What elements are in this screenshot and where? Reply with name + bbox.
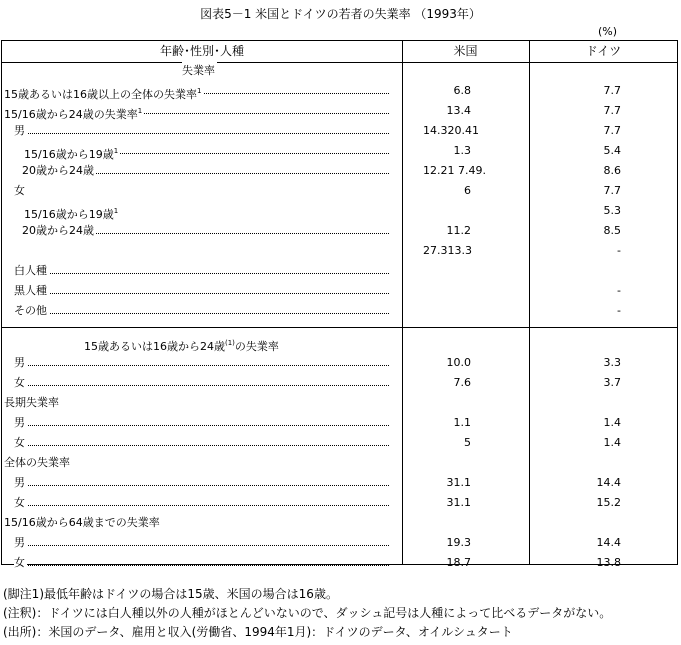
germany-value: 8.5 xyxy=(603,224,621,237)
row-label-text: 15/16歳から24歳の失業率 xyxy=(4,108,138,121)
dot-leader xyxy=(18,545,389,546)
row-label-text: 15/16歳から19歳 xyxy=(24,148,114,161)
table-row xyxy=(2,181,677,201)
germany-value: 14.4 xyxy=(596,476,621,489)
germany-value: 5.3 xyxy=(603,204,621,217)
us-value: 12.21 7.49. xyxy=(423,164,486,177)
unemployment-table xyxy=(1,40,678,569)
row-label xyxy=(14,553,27,573)
us-value: 10.0 xyxy=(446,356,471,369)
row-label-text: 男 xyxy=(14,124,25,137)
row-label xyxy=(4,453,72,473)
table-row xyxy=(2,201,677,221)
germany-value: 1.4 xyxy=(603,436,621,449)
table-row xyxy=(2,413,677,433)
row-label-text: 女 xyxy=(14,496,25,509)
row-label-suffix: の失業率 xyxy=(234,340,279,353)
germany-value: 5.4 xyxy=(603,144,621,157)
dot-leader xyxy=(18,425,389,426)
table-title: 図表5－1 米国とドイツの若者の失業率 （1993年） xyxy=(200,7,481,21)
row-label-text: 20歳から24歳 xyxy=(22,164,94,177)
table-row xyxy=(2,373,677,393)
table-row xyxy=(2,241,677,261)
table-row xyxy=(2,453,677,473)
row-label xyxy=(4,393,61,413)
germany-value: 7.7 xyxy=(603,124,621,137)
dot-leader xyxy=(18,293,389,294)
note-remark: (注釈)：ドイツには白人種以外の人種がほとんどいないので、ダッシュ記号は人種によって比べるデータがない。 xyxy=(3,606,612,620)
footnote-mark: 1 xyxy=(197,87,202,95)
row-label-text: 黒人種 xyxy=(14,284,47,297)
header-category: 年齢･性別･人種 xyxy=(159,44,244,58)
us-value: 27.313.3 xyxy=(423,244,472,257)
row-label-text: 15歳あるいは16歳から24歳 xyxy=(84,340,225,353)
row-label xyxy=(14,433,27,453)
footnote-mark: (1) xyxy=(225,339,235,347)
germany-value: 1.4 xyxy=(603,416,621,429)
us-value: 6.8 xyxy=(453,84,471,97)
germany-value: 14.4 xyxy=(596,536,621,549)
row-label xyxy=(14,353,27,373)
dot-leader xyxy=(18,273,389,274)
row-label-text: 20歳から24歳 xyxy=(22,224,94,237)
row-label xyxy=(14,121,27,141)
unit-label: (%) xyxy=(598,25,618,38)
us-value: 31.1 xyxy=(446,476,471,489)
dot-leader xyxy=(18,313,389,314)
footnote-mark: 1 xyxy=(113,147,119,155)
row-label-text: 15/16歳から64歳までの失業率 xyxy=(4,516,160,529)
us-value: 13.4 xyxy=(446,104,471,117)
us-value: 5 xyxy=(464,436,471,449)
table-row xyxy=(2,433,677,453)
row-label-text: その他 xyxy=(14,304,47,317)
table-row xyxy=(2,301,677,321)
note-footnote: (脚注1)最低年齢はドイツの場合は15歳、米国の場合は16歳。 xyxy=(3,587,338,601)
dot-leader xyxy=(18,445,389,446)
us-value: 11.2 xyxy=(446,224,471,237)
us-value: 7.6 xyxy=(453,376,471,389)
row-label xyxy=(24,141,120,161)
us-value: 19.3 xyxy=(446,536,471,549)
dot-leader xyxy=(18,365,389,366)
table-row xyxy=(2,353,677,373)
table-row xyxy=(2,333,677,353)
germany-value: 3.3 xyxy=(603,356,621,369)
header-germany: ドイツ xyxy=(585,44,622,58)
us-value: 6 xyxy=(464,184,471,197)
table-row xyxy=(2,533,677,553)
germany-value: - xyxy=(617,304,621,317)
germany-value: 7.7 xyxy=(603,104,621,117)
germany-value: 8.6 xyxy=(603,164,621,177)
row-label-text: 男 xyxy=(14,416,25,429)
row-label-text: 全体の失業率 xyxy=(4,456,70,469)
notes xyxy=(3,585,611,642)
row-label xyxy=(22,221,96,241)
table-row xyxy=(2,81,677,101)
row-label-text: 男 xyxy=(14,476,25,489)
row-label xyxy=(14,493,27,513)
germany-value: 7.7 xyxy=(603,84,621,97)
dot-leader xyxy=(18,385,389,386)
footnote-mark: 1 xyxy=(113,207,119,215)
table-row xyxy=(2,393,677,413)
germany-value: - xyxy=(617,284,621,297)
row-label xyxy=(24,201,120,221)
us-value: 14.320.41 xyxy=(423,124,479,137)
table-row xyxy=(2,101,677,121)
section-divider xyxy=(2,327,677,328)
row-label-text: 白人種 xyxy=(14,264,47,277)
row-label-text: 男 xyxy=(14,356,25,369)
row-label-text: 女 xyxy=(14,556,25,569)
row-label-text: 女 xyxy=(14,184,25,197)
header-us: 米国 xyxy=(453,44,478,58)
row-label-text: 男 xyxy=(14,536,25,549)
table-row xyxy=(2,513,677,533)
dot-leader xyxy=(18,133,389,134)
table-row xyxy=(2,261,677,281)
row-label xyxy=(22,161,96,181)
row-label-text: 女 xyxy=(14,376,25,389)
table-row xyxy=(2,121,677,141)
row-label xyxy=(14,261,49,281)
us-value: 1.3 xyxy=(453,144,471,157)
table-row xyxy=(2,473,677,493)
us-value: 31.1 xyxy=(446,496,471,509)
table-row xyxy=(2,281,677,301)
germany-value: 13.8 xyxy=(596,556,621,569)
dot-leader xyxy=(18,505,389,506)
row-label xyxy=(14,181,27,201)
row-label-text: 15/16歳から19歳 xyxy=(24,208,114,221)
germany-value: - xyxy=(617,244,621,257)
row-label xyxy=(4,241,6,261)
note-source: (出所)：米国のデータ、雇用と収入(労働省、1994年1月)：ドイツのデータ、オイルシュタート xyxy=(3,625,513,639)
row-label-text: 15歳あるいは16歳以上の全体の失業率 xyxy=(4,88,197,101)
dot-leader xyxy=(18,485,389,486)
table-row xyxy=(2,61,677,81)
row-label xyxy=(14,373,27,393)
row-label-text: 長期失業率 xyxy=(4,396,59,409)
table-row xyxy=(2,221,677,241)
table-row xyxy=(2,141,677,161)
dot-leader xyxy=(18,565,389,566)
row-label xyxy=(14,281,49,301)
row-label xyxy=(14,473,27,493)
row-label xyxy=(14,413,27,433)
row-label xyxy=(4,101,144,121)
row-label xyxy=(14,301,49,321)
row-label xyxy=(4,513,162,533)
table-row xyxy=(2,553,677,573)
germany-value: 7.7 xyxy=(603,184,621,197)
row-label-text: 女 xyxy=(14,436,25,449)
row-label xyxy=(84,333,281,353)
row-label xyxy=(14,533,27,553)
germany-value: 3.7 xyxy=(603,376,621,389)
row-label xyxy=(4,81,203,101)
table-row xyxy=(2,493,677,513)
us-value: 1.1 xyxy=(453,416,471,429)
germany-value: 15.2 xyxy=(596,496,621,509)
table-row xyxy=(2,161,677,181)
row-label-text: 失業率 xyxy=(182,64,215,77)
row-label xyxy=(182,61,217,81)
footnote-mark: 1 xyxy=(137,107,143,115)
us-value: 18.7 xyxy=(446,556,471,569)
